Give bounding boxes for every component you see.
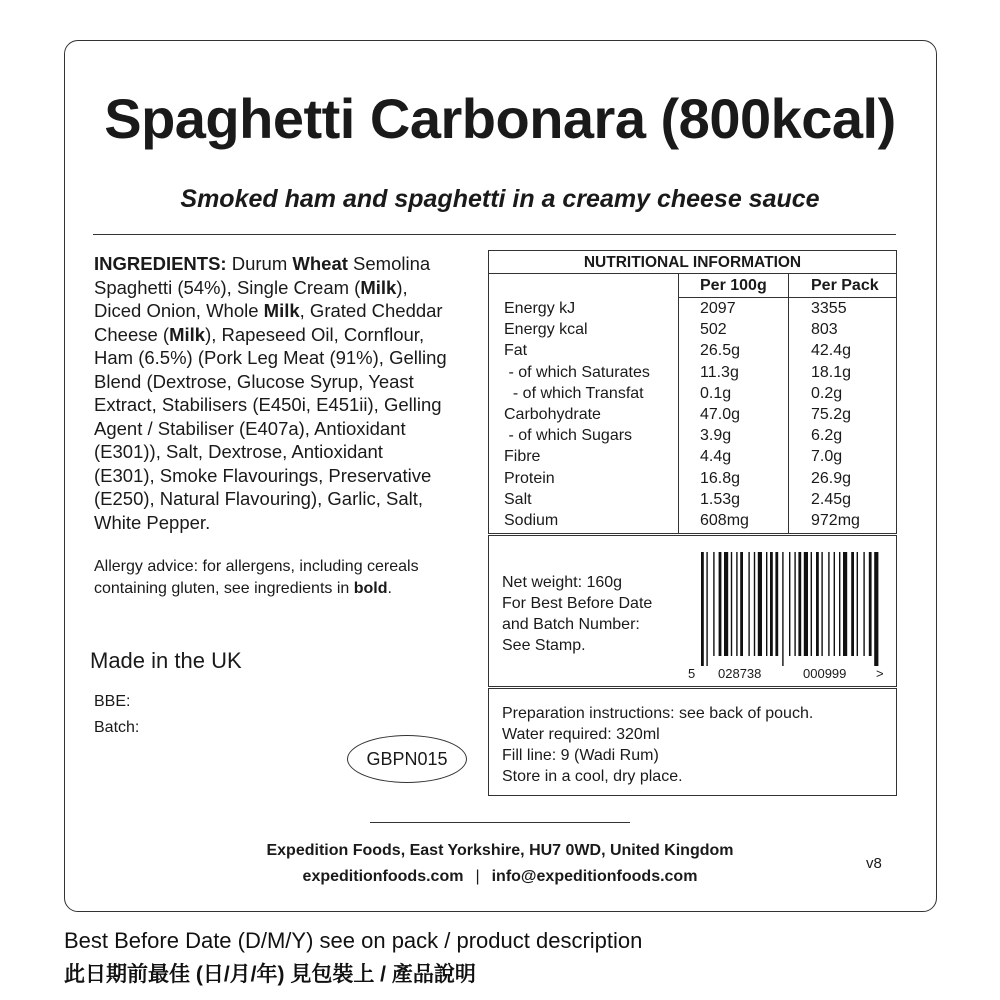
column-per-pack: Per Pack [811, 277, 879, 294]
company-address: Expedition Foods, East Yorkshire, HU7 0WD, United Kingdom [266, 842, 734, 859]
nutrient-per-pack: 42.4g [811, 342, 852, 360]
nutrient-name: Fibre [504, 448, 541, 466]
ingredient-text: (E301), Smoke Flavourings, Preservative [94, 464, 432, 486]
allergy-line-2 [94, 578, 474, 600]
prep-line-3: Fill line: 9 (Wadi Rum) [502, 747, 659, 764]
nutrient-name: Sodium [504, 512, 559, 529]
ingredients-body [94, 253, 447, 533]
allergy-line-2-text: containing gluten, see ingredients in [94, 580, 354, 597]
nutrient-name: Salt [504, 490, 532, 508]
ingredient-text: Ham (6.5%) (Pork Leg Meat (91%), Gelling [94, 347, 447, 368]
bbe-info-2: and Batch Number: [502, 616, 640, 633]
allergen-word: Milk [169, 323, 206, 345]
version-label: v8 [866, 855, 882, 872]
ingredient-text: , Grated Cheddar [299, 300, 443, 321]
product-title: Spaghetti Carbonara (800kcal) [104, 87, 896, 150]
ingredient-text: Blend (Dextrose, Glucose Syrup, Yeast [94, 370, 414, 392]
nutrient-name: - of which Transfat [504, 384, 644, 402]
allergen-word: Wheat [292, 253, 348, 274]
ingredients-heading: INGREDIENTS: [94, 253, 227, 274]
ingredient-text: Cheese ( [94, 323, 170, 345]
nutrient-name: Carbohydrate [504, 406, 601, 423]
nutrient-per-100g: 4.4g [700, 448, 732, 466]
ingredient-text: ), Rapeseed Oil, Cornflour, [205, 323, 425, 345]
barcode-icon [685, 550, 885, 668]
allergy-line-1: Allergy advice: for allergens, including cereals [94, 558, 419, 575]
column-per-100g: Per 100g [700, 277, 767, 294]
nutrient-per-100g: 0.1g [700, 384, 732, 402]
bbe-info-3: See Stamp. [502, 637, 586, 654]
ingredient-text: Agent / Stabiliser (E407a), Antioxidant [94, 417, 406, 439]
nutrient-per-100g: 608mg [700, 512, 749, 529]
prep-line-4: Store in a cool, dry place. [502, 768, 683, 785]
nutrient-name: Energy kJ [504, 300, 576, 317]
ingredient-text: White Pepper. [94, 511, 211, 533]
company-website[interactable]: expeditionfoods.com [302, 868, 464, 885]
allergen-word: Milk [263, 300, 300, 321]
bbe-info-1: For Best Before Date [502, 595, 653, 612]
nutrient-name: Fat [504, 342, 528, 360]
nutrient-per-pack: 2.45g [811, 490, 852, 508]
nutrient-per-100g: 3.9g [700, 427, 732, 445]
barcode-digit-lead: 5 [688, 666, 696, 681]
net-weight: Net weight: 160g [502, 574, 623, 591]
allergy-line-2-end: . [387, 580, 392, 597]
nutrient-per-100g: 16.8g [700, 469, 741, 487]
product-code-badge: GBPN015 [347, 735, 467, 783]
ingredient-text: Durum [231, 253, 293, 274]
nutrition-rule [488, 273, 897, 274]
nutrient-per-pack: 3355 [811, 300, 847, 317]
ingredient-text: Semolina [347, 253, 431, 274]
prep-line-2: Water required: 320ml [502, 726, 660, 743]
nutrient-name: - of which Sugars [504, 427, 633, 445]
allergy-bold-word: bold [353, 580, 388, 597]
nutrition-heading: NUTRITIONAL INFORMATION [583, 254, 802, 271]
nutrient-name: Protein [504, 469, 555, 487]
nutrient-per-100g: 26.5g [700, 342, 741, 360]
divider [370, 822, 630, 823]
ingredients-text [94, 252, 486, 534]
net-weight-info [502, 572, 652, 656]
barcode-digits-right: 000999 [803, 666, 847, 681]
nutrient-name: Energy kcal [504, 321, 588, 339]
divider [93, 234, 896, 235]
footer-english: Best Before Date (D/M/Y) see on pack / product description [64, 928, 643, 953]
footer-chinese: 此日期前最佳 (日/月/年) 見包裝上 / 產品說明 [64, 963, 476, 986]
allergy-advice [94, 556, 474, 600]
made-in-uk: Made in the UK [90, 648, 242, 673]
nutrient-per-pack: 7.0g [811, 448, 843, 466]
nutrient-per-pack: 803 [811, 321, 838, 339]
prep-line-1: Preparation instructions: see back of pouch. [502, 705, 814, 722]
nutrition-column-rule [788, 273, 789, 534]
ingredient-text: ), [396, 276, 408, 298]
ingredient-text: Spaghetti (54%), Single Cream ( [94, 276, 361, 298]
barcode-digits-left: 028738 [718, 666, 762, 681]
barcode-digit-end: > [876, 666, 884, 681]
nutrient-per-pack: 6.2g [811, 427, 843, 445]
nutrient-per-pack: 75.2g [811, 406, 852, 423]
nutrient-per-100g: 47.0g [700, 406, 741, 423]
contact-separator: | [475, 868, 480, 885]
bbe-label: BBE: [94, 693, 131, 710]
nutrient-name: - of which Saturates [504, 363, 650, 381]
nutrient-per-100g: 502 [700, 321, 727, 339]
company-email[interactable]: info@expeditionfoods.com [491, 868, 698, 885]
product-subtitle: Smoked ham and spaghetti in a creamy cheese sauce [180, 185, 820, 213]
company-contact [0, 868, 1000, 886]
allergen-word: Milk [360, 276, 397, 298]
nutrition-column-rule [678, 273, 679, 534]
nutrient-per-pack: 0.2g [811, 384, 843, 402]
ingredient-text: (E301)), Salt, Dextrose, Antioxidant [94, 441, 383, 462]
nutrient-per-pack: 18.1g [811, 363, 852, 381]
preparation-text [502, 703, 813, 787]
nutrient-per-100g: 11.3g [700, 363, 739, 381]
nutrient-per-100g: 2097 [700, 300, 736, 317]
ingredient-text: Diced Onion, Whole [94, 300, 264, 321]
ingredient-text: (E250), Natural Flavouring), Garlic, Salt, [94, 488, 424, 509]
ingredient-text: Extract, Stabilisers (E450i, E451ii), Gelling [94, 394, 442, 415]
nutrient-per-100g: 1.53g [700, 490, 741, 508]
nutrient-per-pack: 972mg [811, 512, 860, 529]
nutrient-per-pack: 26.9g [811, 469, 852, 487]
batch-label: Batch: [94, 719, 140, 736]
